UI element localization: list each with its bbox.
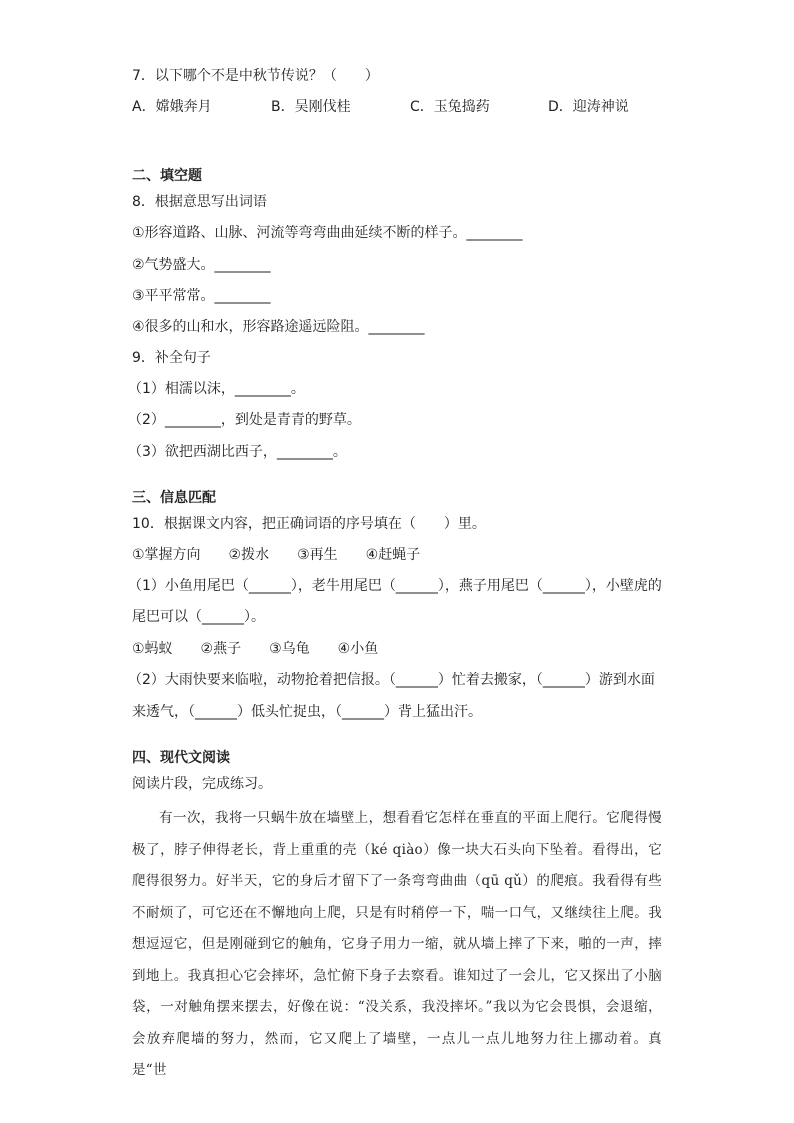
q10-part-1-line-1: （1）小鱼用尾巴（______），老牛用尾巴（______），燕子用尾巴（______），小壁虎的 [128, 578, 662, 594]
q8-item-2: ②气势盛大。________ [132, 257, 271, 273]
q10-choices-1: ①掌握方向 ②拨水 ③再生 ④赶蝇子 [132, 547, 421, 563]
q7-option-a: A．嫦娥奔月 [132, 99, 212, 115]
q10-part-1-line-2: 尾巴可以（______）。 [132, 609, 265, 625]
q10-stem: 10．根据课文内容，把正确词语的序号填在（ ）里。 [132, 516, 486, 532]
q10-part-2-line-1: （2）大雨快要来临啦，动物抢着把信报。（______）忙着去搬家，（______）游到水面 [128, 672, 655, 688]
section-heading: 二、填空题 [132, 168, 202, 184]
q9-stem: 9．补全句子 [132, 350, 211, 366]
q7-stem: 7．以下哪个不是中秋节传说？（ ） [132, 68, 379, 84]
q7-option-b: B．吴刚伐桂 [271, 99, 351, 115]
q9-item-1: （1）相濡以沫，________。 [128, 381, 305, 397]
reading-passage [132, 803, 662, 1087]
q8-item-1: ①形容道路、山脉、河流等弯弯曲曲延续不断的样子。________ [132, 225, 523, 241]
q9-item-2: （2）________，到处是青青的野草。 [128, 412, 361, 428]
reading-intro: 阅读片段，完成练习。 [132, 776, 272, 792]
passage-text: 有一次，我将一只蜗牛放在墙壁上，想看看它怎样在垂直的平面上爬行。它爬得慢极了，脖子伸得老长，背上重重的壳（ké qiào）像一块大石头向下坠着。看得出，它爬得很努力。好半天，它的身后才留下了一条弯弯曲曲（qū qǔ）的爬痕。我看得有些不耐烦了，可它还在不懈地向上爬，只是有时稍停一下，喘一口气，又继续往上爬。我想逗逗它，但是刚碰到它的触角，它身子用力一缩，就从墙上摔了下来，啪的一声，摔到地上。我真担心它会摔坏，急忙俯下身子去察看。谁知过了一会儿，它又探出了小脑袋，一对触角摆来摆去，好像在说：“没关系，我没摔坏。”我以为它会畏惧，会退缩，会放弃爬墙的努力，然而，它又爬上了墙壁，一点儿一点儿地努力往上挪动着。真是“世 [132, 810, 662, 1078]
q10-choices-2: ①蚂蚁 ②燕子 ③乌龟 ④小鱼 [132, 641, 379, 657]
q8-stem: 8．根据意思写出词语 [132, 194, 267, 210]
section-heading: 四、现代文阅读 [132, 750, 230, 766]
q9-item-3: （3）欲把西湖比西子，________。 [128, 444, 347, 460]
q7-option-c: C．玉兔捣药 [410, 99, 490, 115]
q10-part-2-line-2: 来透气，（______）低头忙捉虫，（______）背上猛出汗。 [132, 704, 482, 720]
q8-item-3: ③平平常常。________ [132, 288, 271, 304]
section-heading: 三、信息匹配 [132, 490, 216, 506]
q8-item-4: ④很多的山和水，形容路途遥远险阻。________ [132, 319, 425, 335]
q7-option-d: D．迎涛神说 [548, 99, 629, 115]
